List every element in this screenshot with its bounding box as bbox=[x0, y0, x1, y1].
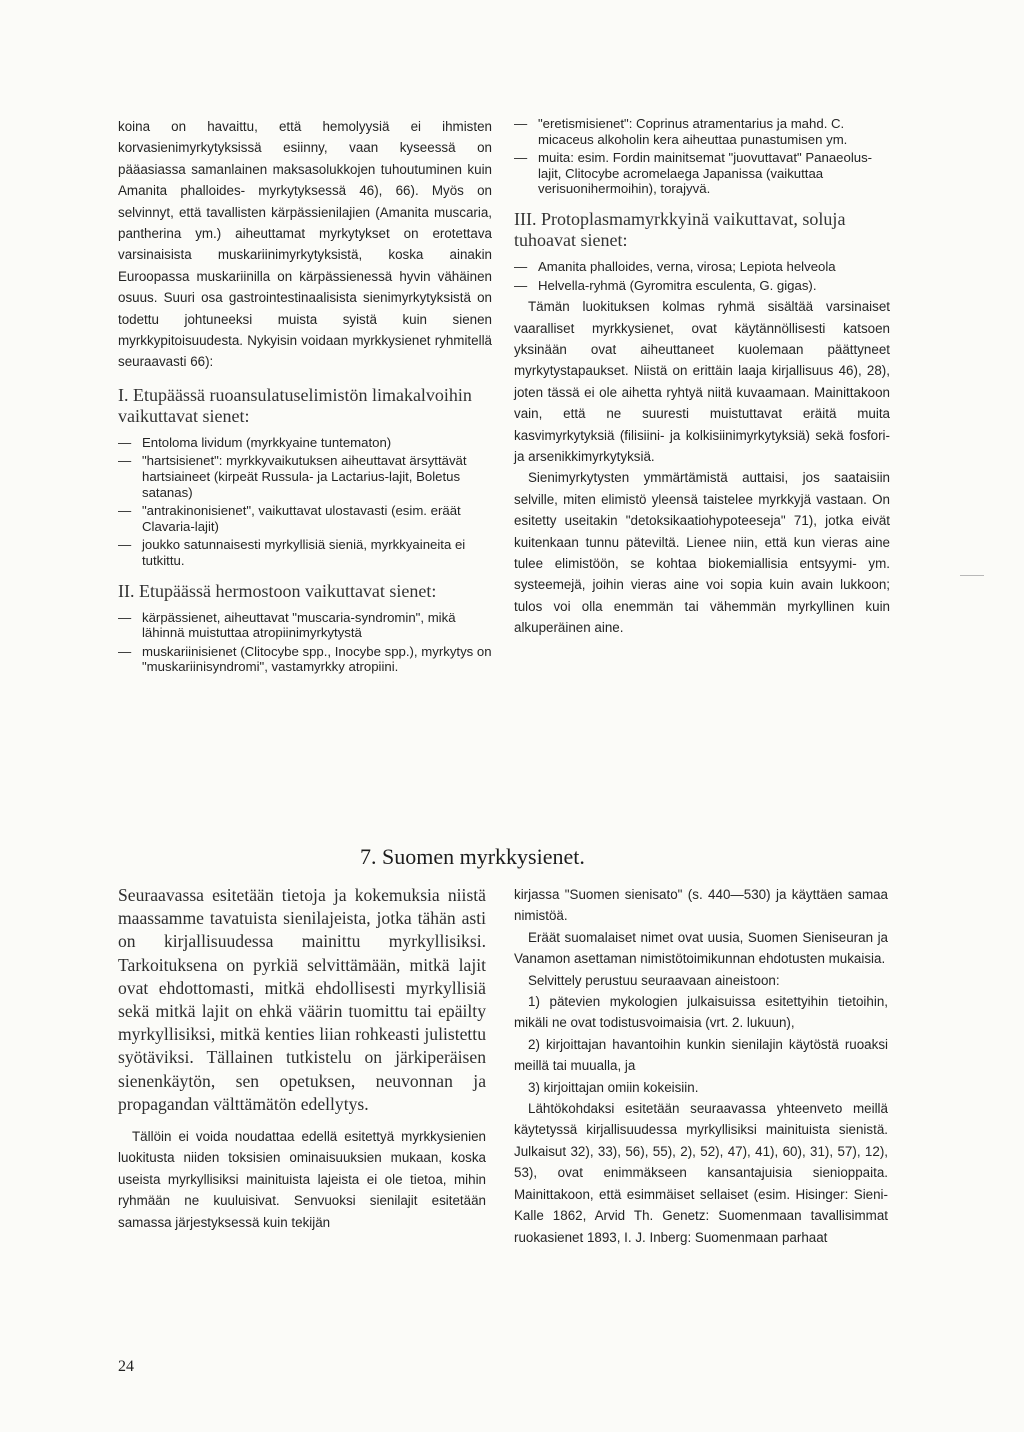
list-item: — Amanita phalloides, verna, virosa; Lepiota helveola bbox=[514, 258, 836, 274]
margin-mark bbox=[960, 575, 984, 576]
column-top-left bbox=[118, 116, 492, 678]
column-top-right bbox=[514, 116, 890, 639]
intro-paragraph: Seuraavassa esitetään tietoja ja kokemuksia niistä maassamme tavatuista sienilajeista, jotka tähän asti on kirjallisuudessa mainittu myrkyllisiksi. Tarkoituksena on pyrkiä selvittämään, mitkä lajit ovat ehdottomasti, mitkä ehdollisesti myrkyllisiä sekä mitkä lajit on ehkä väärin tuomittu tai epäilty myrkyllisiksi, mitkä kenties liian rohkeasti julistettu syötäviksi. Tällainen tutkistelu on järkiperäisen sienenkäytön, sen opetuksen, neuvonnan ja propagandan välttämätön edellytys. bbox=[118, 885, 486, 1114]
list-item: — "hartsisienet": myrkkyvaikutuksen aiheuttavat ärsyttävät hartsiaineet (kirpeät Russula- ja Lactarius-lajit, Boletus satanas) bbox=[118, 453, 467, 500]
list-item: — muskariinisienet (Clitocybe spp., Inocybe spp.), myrkytys on "muskariinisyndromi", vastamyrkky atropiini. bbox=[118, 643, 492, 675]
list-item: — kärpässienet, aiheuttavat "muscaria-syndromin", mikä lähinnä muistuttaa atropiinimyrkytystä bbox=[118, 609, 456, 641]
paragraph: Lähtökohdaksi esitetään seuraavassa yhteenveto meillä käytetyssä kirjallisuudessa myrkyllisiksi mainituista sienistä. Julkaisut 32), 33), 56), 55), 2), 52), 47), 41), 60), 31), 57), 12), 53), ovat enimmäkseen kansantajuisia sienioppaita. Mainittakoon, että esimmäiset sellaiset (esim. Hisinger: Sieni-Kalle 1862, Arvid Th. Genetz: Suomenmaan tavallisimmat ruokasienet 1893, I. J. Inberg: Suomenmaan parhaat bbox=[514, 1101, 888, 1245]
list-item: — joukko satunnaisesti myrkyllisiä sieniä, myrkkyaineita ei tutkittu. bbox=[118, 537, 466, 569]
paragraph: 1) pätevien mykologien julkaisuissa esitettyihin tietoihin, mikäli ne ovat todistusvoimaisia (vrt. 2. lukuun), bbox=[514, 994, 888, 1031]
paragraph: Eräät suomalaiset nimet ovat uusia, Suomen Sieniseuran ja Vanamon asettaman nimistötoimikunnan ehdotusten mukaisia. bbox=[514, 929, 888, 967]
list-item: — "eretismisienet": Coprinus atramentarius ja mahd. C. micaceus alkoholin kera aiheuttaa punastumisen ym. bbox=[514, 116, 848, 147]
list-item: — Entoloma lividum (myrkkyaine tuntematon) bbox=[118, 434, 392, 450]
list-item: — Helvella-ryhmä (Gyromitra esculenta, G. gigas). bbox=[514, 277, 817, 293]
section-heading-ii: II. Etupäässä hermostoon vaikuttavat sienet: bbox=[118, 580, 437, 601]
paragraph: koina on havaittu, että hemolyysiä ei ihmisten korvasienimyrkytyksissä esiinny, vaan kyseessä on pääasiassa samanlainen maksasolukkojen tuhoutuminen kuin Amanita phalloides- myrkytyksessä 46), 66). Myös on selvinnyt, että tavallisten kärpässienilajien (Amanita muscaria, pantherina ym.) aiheuttamat myrkytykset on erotettava varsinaisista muskariinimyrkytyksistä, koska ainakin Euroopassa muskariinilla on kärpässienessä hyvin vähäinen osuus. Suuri osa gastrointestinaalisista sienimyrkytyksistä on todettu johtuneeksi muista syistä kuin sienen myrkkypitoisuudesta. Nykyisin voidaan myrkkysienet ryhmitellä seuraavasti 66): bbox=[118, 119, 492, 370]
paragraph: 2) kirjoittajan havantoihin kunkin sienilajin käytöstä ruoaksi meillä tai muualla, ja bbox=[514, 1036, 888, 1074]
section-title: 7. Suomen myrkkysienet. bbox=[360, 844, 585, 869]
page-number: 24 bbox=[118, 1358, 134, 1375]
paragraph: Selvittely perustuu seuraavaan aineistoon: bbox=[528, 972, 780, 988]
column-bottom-right bbox=[514, 884, 888, 1248]
list-item: — muita: esim. Fordin mainitsemat "juovuttavat" Panaeolus-lajit, Clitocybe acromelaega Japanissa (vaikuttaa verisuonihermoihin), torajyvä. bbox=[514, 150, 873, 197]
section-heading-i: I. Etupäässä ruoansulatuselimistön limakalvoihin vaikuttavat sienet: bbox=[118, 384, 472, 426]
list-item: — "antrakinonisienet", vaikuttavat ulostavasti (esim. eräät Clavaria-lajit) bbox=[118, 503, 461, 534]
paragraph: Tällöin ei voida noudattaa edellä esitettyä myrkkysienien luokitusta niiden toksisien ominaisuuksien mukaan, koska useista myrkyllisiksi mainituista lajeista ei ole tietoa, mihin ryhmään ne kuuluisivat. Senvuoksi sienilajit esitetään samassa järjestyksessä kuin tekijän bbox=[118, 1129, 486, 1230]
column-bottom-left bbox=[118, 884, 486, 1233]
paragraph: kirjassa "Suomen sienisato" (s. 440—530) ja käyttäen samaa nimistöä. bbox=[514, 887, 888, 924]
paragraph: Tämän luokituksen kolmas ryhmä sisältää varsinaiset vaaralliset myrkkysienet, ovat käytännöllisesti katsoen yksinään ovat aiheuttaneet kuolemaan päättyneet myrkytystapaukset. Niistä on erittäin laaja kirjallisuus 46), 28), joten tässä ei ole aihetta ryhtyä niitä kuvaamaan. Mainittakoon vain, että ne suuresti muistuttavat eräitä muita kasvimyrkytyksiä (filisiini- ja kolkisiinimyrkytyksiä) sekä fosfori- ja arsenikkimyrkytyksiä. bbox=[514, 299, 890, 464]
paragraph: 3) kirjoittajan omiin kokeisiin. bbox=[528, 1079, 699, 1095]
paragraph: Sienimyrkytysten ymmärtämistä auttaisi, jos saataisiin selville, miten elimistö yleensä taistelee myrkkyjä vastaan. On esitetty useitakin "detoksikaatiohypoteeseja" 71), jotka eivät kuitenkaan tunnu päteviltä. Lienee niin, että kun vieras aine tulee elimistöön, se kohtaa biokemiallisia entsyymi- ym. systeemejä, joihin vieras aine voi sopia kuin avain lukkoon; tulos voi olla enemmän tai vähemmän myrkyllinen kuin alkuperäinen aine. bbox=[514, 470, 890, 636]
section-heading-iii: III. Protoplasmamyrkkyinä vaikuttavat, soluja tuhoavat sienet: bbox=[514, 208, 846, 250]
